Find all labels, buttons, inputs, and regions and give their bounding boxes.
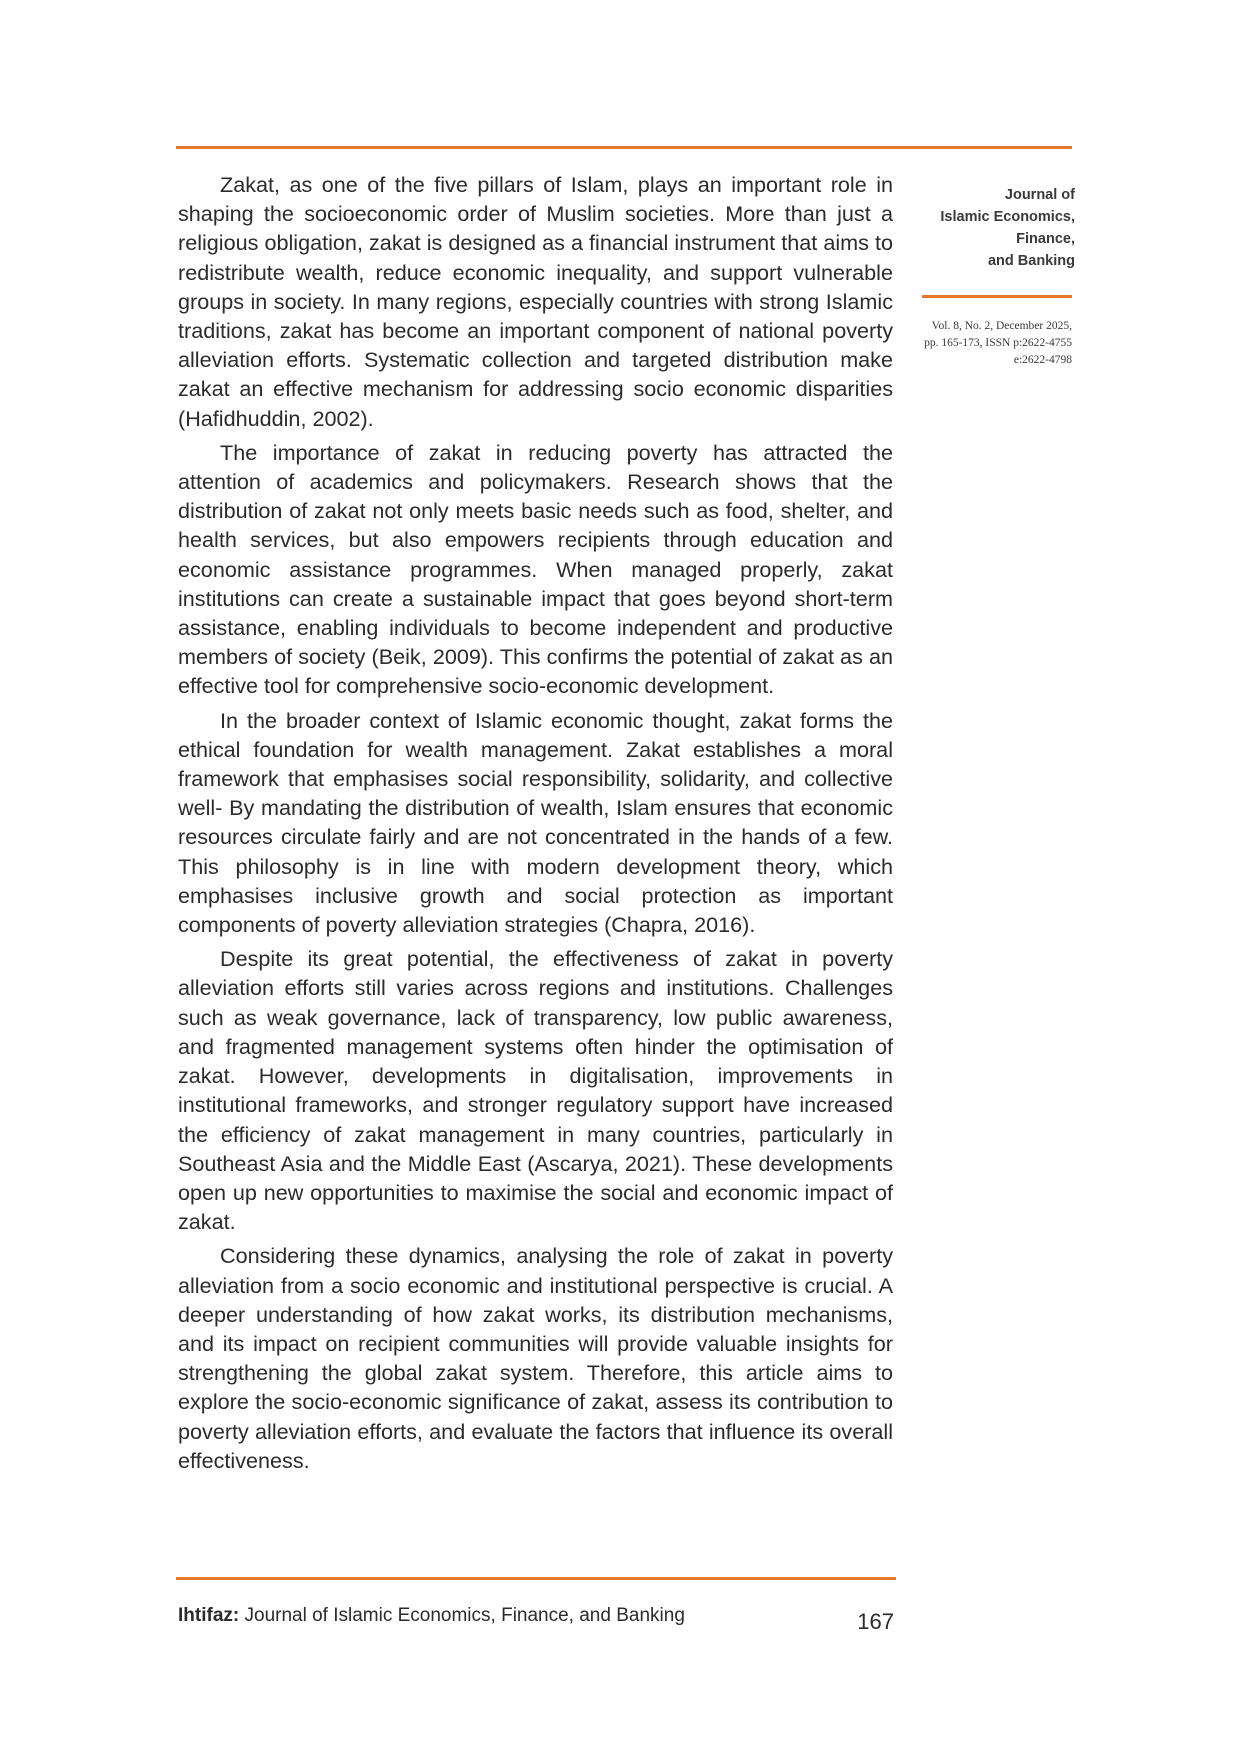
- sidebar-journal-title: [905, 184, 1075, 272]
- journal-title-line-2: Islamic Economics,: [940, 209, 1075, 225]
- footer-journal-name: [178, 1605, 685, 1627]
- journal-title-line-1: Journal of: [1004, 187, 1075, 203]
- footer-journal-rest: Journal of Islamic Economics, Finance, and Banking: [239, 1605, 685, 1626]
- paragraph-2: The importance of zakat in reducing poverty has attracted the attention of academics and policymakers. Research shows that the distribution of zakat not only meets basic needs such as food, shelter, and health services, but also empowers recipients through education and economic assistance programmes. When managed properly, zakat institutions can create a sustainable impact that goes beyond short-term assistance, enabling individuals to become independent and productive members of society (Beik, 2009). This confirms the potential of zakat as an effective tool for comprehensive socio-economic development.: [178, 439, 893, 699]
- footer-journal-bold: Ihtifaz:: [178, 1605, 240, 1626]
- journal-title-line-3: Finance,: [1016, 231, 1075, 247]
- journal-title-line-4: and Banking: [987, 253, 1075, 269]
- header-rule: [176, 146, 1072, 149]
- footer-rule: [176, 1577, 896, 1580]
- paragraph-4: Despite its great potential, the effectiveness of zakat in poverty alleviation efforts still varies across regions and institutions. Challenges such as weak governance, lack of transparency, low public awareness, and fragmented management systems often hinder the optimisation of zakat. However, developments in digitalisation, improvements in institutional frameworks, and stronger regulatory support have increased the efficiency of zakat management in many countries, particularly in Southeast Asia and the Middle East (Ascarya, 2021). These developments open up new opportunities to maximise the social and economic impact of zakat.: [178, 946, 893, 1235]
- volume-line-3: e:2622-4798: [1013, 354, 1072, 366]
- sidebar-rule: [922, 295, 1072, 298]
- volume-line-2: pp. 165-173, ISSN p:2622-4755: [924, 337, 1072, 349]
- page-number: 167: [857, 1609, 894, 1634]
- sidebar-volume-info: [880, 318, 1072, 369]
- paragraph-3: In the broader context of Islamic economic thought, zakat forms the ethical foundation for wealth management. Zakat establishes a moral framework that emphasises social responsibility, solidarity, and collective well- By mandating the distribution of wealth, Islam ensures that economic resources circulate fairly and are not concentrated in the hands of a few. This philosophy is in line with modern development theory, which emphasises inclusive growth and social protection as important components of poverty alleviation strategies (Chapra, 2016).: [178, 707, 893, 938]
- volume-line-1: Vol. 8, No. 2, December 2025,: [931, 320, 1072, 332]
- paragraph-5: Considering these dynamics, analysing the role of zakat in poverty alleviation from a socio economic and institutional perspective is crucial. A deeper understanding of how zakat works, its distribution mechanisms, and its impact on recipient communities will provide valuable insights for strengthening the global zakat system. Therefore, this article aims to explore the socio-economic significance of zakat, assess its contribution to poverty alleviation efforts, and evaluate the factors that influence its overall effectiveness.: [178, 1243, 893, 1473]
- paragraph-1: Zakat, as one of the five pillars of Islam, plays an important role in shaping the socioeconomic order of Muslim societies. More than just a religious obligation, zakat is designed as a financial instrument that aims to redistribute wealth, reduce economic inequality, and support vulnerable groups in society. In many regions, especially countries with strong Islamic traditions, zakat has become an important component of national poverty alleviation efforts. Systematic collection and targeted distribution make zakat an effective mechanism for addressing socio economic disparities (Hafidhuddin, 2002).: [178, 172, 893, 431]
- article-body: [178, 170, 893, 1480]
